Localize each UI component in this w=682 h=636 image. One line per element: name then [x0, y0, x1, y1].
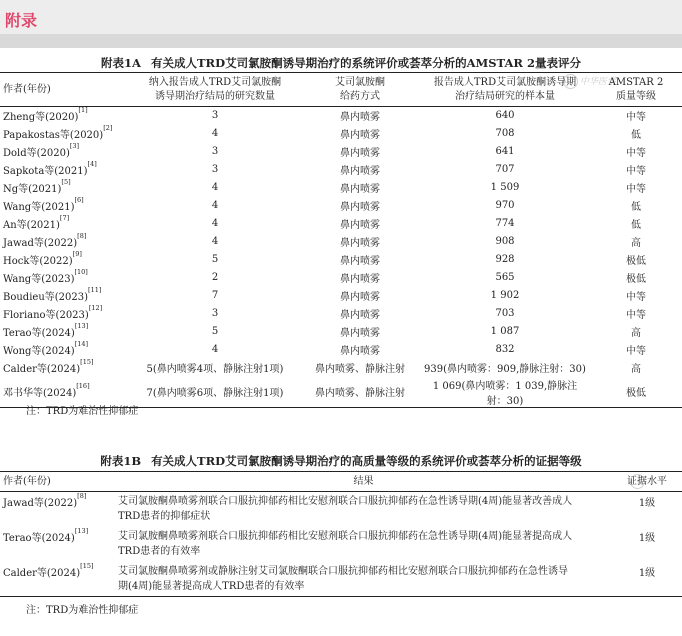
cell-level: 1级 [638, 567, 656, 579]
cell-studies: 7(鼻内喷雾6项、静脉注射1项) [146, 388, 284, 399]
appendix-header-band [0, 0, 682, 48]
table-row [0, 562, 682, 597]
col-author-header: 作者(年份) [0, 73, 130, 107]
result-line: 艾司氯胺酮鼻喷雾剂联合口服抗抑郁药相比安慰剂联合口服抗抑郁药在急性诱导期(4周)能显著改善成人 [118, 496, 573, 507]
cell-author [0, 527, 115, 562]
cell-author [0, 197, 130, 215]
table-row [0, 287, 682, 305]
cell-quality: 高 [631, 328, 641, 339]
author-name: Boudieu等(2023) [3, 292, 89, 303]
col-level-header: 证据水平 [612, 472, 682, 492]
author-name: Wang等(2021) [3, 202, 75, 213]
cell-author [0, 492, 115, 527]
header-divider-bar [0, 34, 682, 48]
author-name: Zheng等(2020) [3, 112, 79, 124]
cell-author [0, 125, 130, 143]
reference-mark: [12] [88, 304, 103, 312]
cell-sample: 707 [495, 164, 515, 175]
reference-mark: [10] [74, 268, 88, 276]
cell-author [0, 287, 130, 305]
reference-mark: [15] [80, 358, 94, 366]
result-line: TRD患者的有效率 [118, 545, 201, 557]
table-row [0, 143, 682, 161]
cell-quality: 中等 [626, 148, 646, 159]
cell-quality: 极低 [626, 274, 646, 285]
cell-sample: 708 [495, 128, 515, 139]
author-name: Hock等(2022) [3, 256, 73, 267]
cell-quality: 中等 [626, 310, 646, 321]
table-1b-body [0, 492, 682, 597]
cell-quality: 高 [631, 364, 641, 375]
cell-author [0, 143, 130, 161]
cell-quality: 中等 [626, 112, 646, 124]
cell-author [0, 215, 130, 233]
cell-author [0, 269, 130, 287]
cell-quality: 低 [631, 220, 641, 231]
col-studies-header-line2: 诱导期治疗结局的研究数量 [155, 90, 275, 102]
cell-route: 鼻内喷雾 [340, 238, 380, 249]
col-result-header: 结果 [115, 472, 612, 492]
watermark-text: 中华医学 [580, 77, 617, 87]
table-1a-title: 有关成人TRD艾司氯胺酮诱导期治疗的系统评价或荟萃分析的AMSTAR 2量表评分 [150, 56, 581, 70]
cell-quality: 极低 [626, 256, 646, 267]
cell-sample: 774 [495, 218, 515, 229]
cell-sample: 1 087 [490, 326, 520, 337]
cell-author [0, 323, 130, 341]
cell-author [0, 179, 130, 197]
cell-sample: 1 902 [490, 290, 520, 301]
cell-studies: 5(鼻内喷雾4项、静脉注射1项) [146, 364, 284, 375]
cell-author [0, 562, 115, 597]
reference-mark: [9] [72, 250, 82, 258]
reference-mark: [1] [78, 106, 88, 115]
cell-author [0, 359, 130, 377]
author-name: An等(2021) [3, 220, 60, 231]
table-1a-note: 注：TRD为难治性抑郁症 [26, 406, 139, 417]
cell-level: 1级 [638, 498, 656, 509]
cell-sample: 928 [495, 254, 515, 265]
cell-result [115, 492, 612, 527]
cell-studies: 5 [211, 254, 219, 265]
cell-sample: 832 [495, 344, 515, 355]
reference-mark: [3] [69, 142, 80, 150]
author-name: Jawad等(2022) [3, 498, 78, 509]
col-sample-header [420, 73, 590, 107]
table-row [0, 269, 682, 287]
cell-route: 鼻内喷雾 [340, 166, 380, 177]
col-studies-header-line1: 纳入报告成人TRD艾司氯胺酮 [148, 76, 282, 88]
cell-route: 鼻内喷雾 [340, 310, 380, 321]
result-line: TRD患者的抑郁症状 [118, 511, 211, 522]
cell-route: 鼻内喷雾 [340, 112, 380, 124]
cell-studies: 4 [211, 344, 219, 355]
table-row [0, 323, 682, 341]
cell-route: 鼻内喷雾 [340, 274, 380, 285]
table-row [0, 359, 682, 377]
cell-sample: 970 [495, 200, 515, 211]
cell-quality: 中等 [626, 346, 646, 357]
appendix-title: 附录 [5, 11, 38, 30]
cell-sample: 939(鼻内喷雾：909,静脉注射：30) [424, 364, 586, 375]
author-name: Ng等(2021) [3, 184, 62, 195]
cell-sample: 565 [495, 272, 515, 283]
cell-sample: 1 509 [490, 182, 520, 193]
table-1b [0, 471, 682, 597]
reference-mark: [6] [74, 196, 84, 204]
result-line: 艾司氯胺酮鼻喷雾剂联合口服抗抑郁药相比安慰剂联合口服抗抑郁药在急性诱导期(4周)能显著提高成人 [118, 530, 573, 542]
table-row [0, 233, 682, 251]
cell-sample: 703 [495, 308, 515, 319]
cell-sample: 641 [495, 146, 515, 157]
reference-mark: [7] [59, 214, 70, 222]
cell-route: 鼻内喷雾 [340, 346, 380, 357]
col-quality-header-line2: 质量等级 [616, 90, 656, 102]
cell-author [0, 161, 130, 179]
reference-mark: [13] [74, 526, 89, 535]
table-row [0, 215, 682, 233]
author-name: Jawad等(2022) [3, 238, 78, 249]
cell-route: 鼻内喷雾 [340, 328, 380, 339]
cell-sample: 640 [495, 110, 515, 122]
author-name: Wong等(2024) [3, 346, 75, 357]
cell-level: 1级 [638, 532, 656, 544]
cell-studies: 4 [211, 218, 219, 229]
table-1a-caption [0, 55, 682, 71]
cell-quality: 低 [631, 202, 641, 213]
cell-quality: 中等 [626, 184, 646, 195]
reference-mark: [15] [80, 561, 94, 570]
cell-quality: 低 [631, 130, 641, 141]
table-row [0, 197, 682, 215]
result-line: 期(4周)能显著提高成人TRD患者的有效率 [118, 580, 305, 592]
result-line: 艾司氯胺酮鼻喷雾剂或静脉注射艾司氯胺酮联合口服抗抑郁药相比安慰剂联合口服抗抑郁药在急性诱导 [118, 565, 568, 577]
cell-studies: 3 [211, 308, 219, 319]
table-1b-caption [0, 453, 682, 469]
cell-sample: 908 [495, 236, 515, 247]
table-1a-body [0, 107, 682, 408]
cell-route: 鼻内喷雾 [340, 184, 380, 195]
reference-mark: [11] [88, 286, 102, 294]
table-row [0, 125, 682, 143]
cell-studies: 3 [211, 146, 219, 157]
cell-quality: 中等 [626, 292, 646, 303]
table-row [0, 527, 682, 562]
author-name: 邓书华等(2024) [3, 388, 77, 399]
cell-studies: 4 [211, 182, 219, 193]
author-name: Papakostas等(2020) [3, 130, 104, 141]
cell-studies: 5 [211, 326, 219, 337]
author-name: Terao等(2024) [3, 328, 75, 339]
table-row [0, 107, 682, 125]
cell-studies: 2 [211, 272, 219, 283]
table-row [0, 179, 682, 197]
table-row [0, 251, 682, 269]
cell-studies: 3 [211, 110, 219, 122]
author-name: Calder等(2024) [3, 567, 81, 579]
cell-studies: 4 [211, 200, 219, 211]
author-name: Floriano等(2023) [3, 310, 89, 321]
cell-author [0, 107, 130, 125]
col-sample-header-line2: 治疗结局研究的样本量 [455, 90, 555, 102]
col-quality-header-line1: AMSTAR 2 [608, 76, 664, 88]
reference-mark: [14] [74, 340, 89, 348]
table-1a [0, 72, 682, 408]
cell-studies: 3 [211, 164, 219, 175]
reference-mark: [13] [74, 322, 89, 330]
col-route-header-line1: 艾司氯胺酮 [335, 76, 385, 88]
table-1b-title: 有关成人TRD艾司氯胺酮诱导期治疗的高质量等级的系统评价或荟萃分析的证据等级 [151, 454, 582, 468]
table-1a-number: 附表1A [101, 56, 141, 70]
reference-mark: [8] [77, 492, 87, 500]
author-name: Wang等(2023) [3, 274, 75, 285]
cell-route: 鼻内喷雾 [340, 220, 380, 231]
reference-mark: [8] [77, 232, 87, 240]
table-row [0, 305, 682, 323]
cell-quality: 极低 [626, 388, 646, 399]
cell-studies: 7 [211, 290, 219, 301]
cell-author [0, 305, 130, 323]
cell-sample: 1 069(鼻内喷雾：1 039,静脉注射：30) [432, 380, 578, 407]
col-sample-header-line1: 报告成人TRD艾司氯胺酮诱导期 [433, 76, 577, 88]
cell-route: 鼻内喷雾、静脉注射 [315, 364, 405, 375]
author-name: Sapkota等(2021) [3, 166, 88, 177]
reference-mark: [16] [76, 382, 90, 390]
cell-author [0, 233, 130, 251]
cell-route: 鼻内喷雾 [340, 256, 380, 267]
cell-route: 鼻内喷雾 [340, 148, 380, 159]
cell-route: 鼻内喷雾、静脉注射 [315, 388, 405, 399]
table-1b-note: 注：TRD为难治性抑郁症 [26, 605, 139, 616]
cell-result [115, 527, 612, 562]
reference-mark: [2] [103, 124, 113, 132]
table-1b-number: 附表1B [100, 454, 142, 468]
reference-mark: [4] [87, 160, 97, 168]
table-row [0, 341, 682, 359]
cell-quality: 高 [631, 238, 641, 249]
author-name: Dold等(2020) [3, 148, 70, 159]
cell-studies: 4 [211, 128, 219, 139]
col-quality-header [590, 73, 682, 107]
cell-author [0, 341, 130, 359]
table-row [0, 492, 682, 527]
col-route-header [300, 73, 420, 107]
cell-route: 鼻内喷雾 [340, 130, 380, 141]
cell-author [0, 251, 130, 269]
cell-route: 鼻内喷雾 [340, 292, 380, 303]
col-route-header-line2: 给药方式 [340, 90, 380, 102]
table-row [0, 161, 682, 179]
cell-studies: 4 [211, 236, 219, 247]
author-name: Terao等(2024) [3, 532, 75, 544]
author-name: Calder等(2024) [3, 364, 81, 375]
reference-mark: [5] [61, 178, 71, 186]
col-studies-header [130, 73, 300, 107]
cell-route: 鼻内喷雾 [340, 202, 380, 213]
col-author-header-1b: 作者(年份) [0, 472, 115, 492]
cell-quality: 中等 [626, 166, 646, 177]
cell-result [115, 562, 612, 597]
